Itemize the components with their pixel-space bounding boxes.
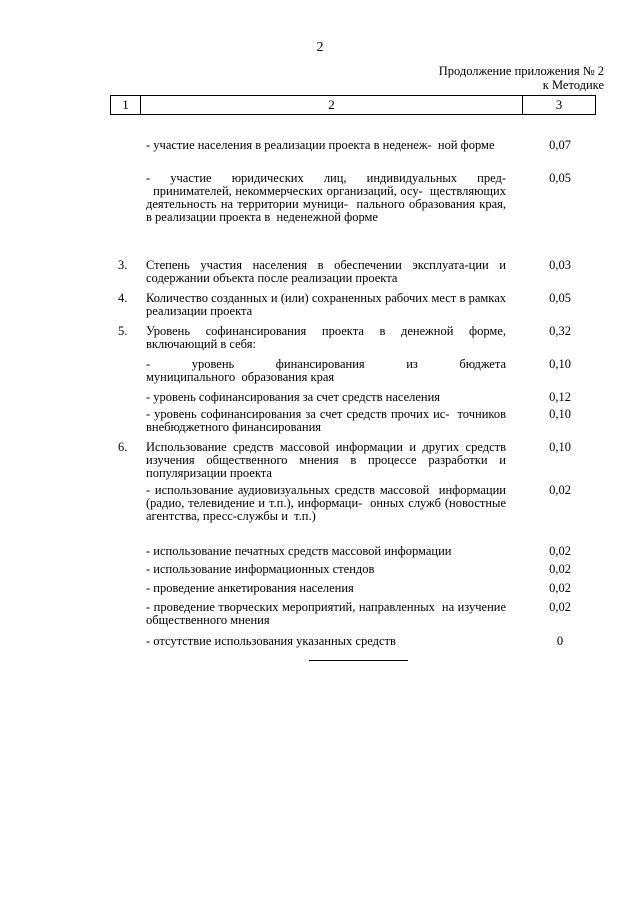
row-text: - уровень софинансирования за счет средств прочих ис- точников внебюджетного финансирования — [146, 407, 506, 434]
row-text: Использование средств массовой информации и других средств изучения общественного мнения в процессе разработки и популяризации проекта — [146, 440, 506, 480]
row-text: - участие юридических лиц, индивидуальных пред- принимателей, некоммерческих организаций, осу- ществляющих деятельность на территории муници- пального образования края, в реализации проекта в неденежной форме — [146, 171, 506, 224]
row-value: 0,12 — [549, 390, 571, 404]
header-col-1: 1 — [111, 96, 141, 114]
row-value: 0,03 — [549, 258, 571, 272]
row-value: 0,32 — [549, 324, 571, 338]
row-value: 0 — [556, 634, 564, 648]
header-col-2: 2 — [141, 96, 523, 114]
row-value: 0,10 — [549, 357, 571, 371]
row-number: 3. — [118, 258, 128, 272]
row-number: 5. — [118, 324, 128, 338]
row-text: - участие населения в реализации проекта в неденеж- ной форме — [146, 138, 495, 152]
row-text: Уровень софинансирования проекта в денежной форме, включающий в себя: — [146, 324, 506, 351]
row-value: 0,02 — [549, 483, 571, 497]
appendix-note — [439, 64, 604, 92]
row-value: 0,02 — [549, 544, 571, 558]
table-header — [110, 95, 596, 115]
row-number: 4. — [118, 291, 128, 305]
row-text: - проведение анкетирования населения — [146, 581, 354, 595]
appendix-note-line1: Продолжение приложения № 2 — [438, 64, 604, 78]
row-text: - использование печатных средств массовой информации — [146, 544, 452, 558]
row-value: 0,10 — [549, 440, 571, 454]
row-text: - отсутствие использования указанных средств — [146, 634, 396, 648]
appendix-note-line2: к Методике — [542, 78, 604, 92]
criteria-table — [110, 95, 596, 648]
row-number: 6. — [118, 440, 128, 454]
row-text: - проведение творческих мероприятий, направленных на изучение общественного мнения — [146, 600, 506, 627]
footer-rule — [309, 660, 408, 661]
row-value: 0,02 — [549, 562, 571, 576]
header-col-3: 3 — [555, 97, 563, 112]
row-text: - уровень финансирования из бюджета муниципального образования края — [146, 357, 506, 384]
row-value: 0,02 — [549, 600, 571, 614]
row-value: 0,10 — [549, 407, 571, 421]
row-value: 0,07 — [549, 138, 571, 152]
page-number: 2 — [316, 40, 324, 55]
row-text: Количество созданных и (или) сохраненных рабочих мест в рамках реализации проекта — [146, 291, 506, 318]
row-text: - уровень софинансирования за счет средств населения — [146, 390, 441, 404]
row-text: Степень участия населения в обеспечении эксплуата-ции и содержании объекта после реализации проекта — [146, 258, 506, 285]
row-value: 0,05 — [549, 171, 571, 185]
row-text: - использование аудиовизуальных средств массовой информации (радио, телевидение и т.п.), информаци- онных служб (новостные агентства, пресс-службы и т.п.) — [146, 483, 506, 523]
row-value: 0,02 — [549, 581, 571, 595]
row-text: - использование информационных стендов — [146, 562, 375, 576]
row-value: 0,05 — [549, 291, 571, 305]
